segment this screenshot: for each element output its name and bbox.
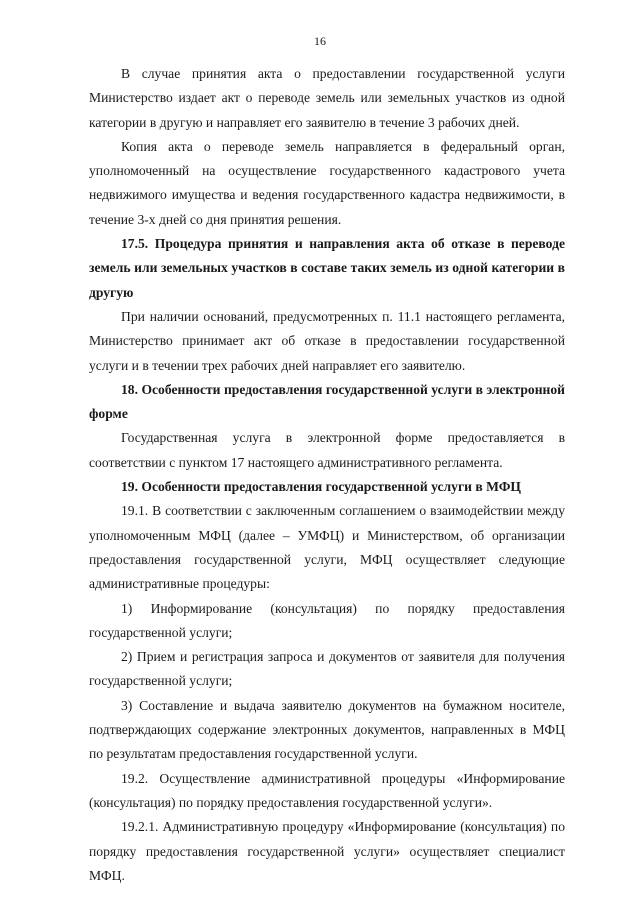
list-item: 1) Информирование (консультация) по порядку предоставления государственной услуги; — [89, 600, 565, 640]
page-number: 16 — [314, 34, 326, 48]
list-item: 3) Составление и выдача заявителю документов на бумажном носителе, подтверждающих содержание электронных документов, направленных в МФЦ по результатам предоставления государственной услуги. — [89, 697, 565, 762]
document-body — [89, 62, 565, 888]
paragraph: Государственная услуга в электронной форме предоставляется в соответствии с пунктом 17 настоящего административного регламента. — [89, 430, 565, 470]
list-item: 2) Прием и регистрация запроса и документов от заявителя для получения государственной услуги; — [89, 649, 565, 689]
paragraph: Копия акта о переводе земель направляется в федеральный орган, уполномоченный на осуществление государственного кадастрового учета недвижимого имущества и ведения государственного кадастра недвижимости, в течение 3-х дней со дня принятия решения. — [89, 138, 565, 227]
paragraph: 19.1. В соответствии с заключенным соглашением о взаимодействии между уполномоченным МФЦ (далее – УМФЦ) и Министерством, об организации предоставления государственной услуги, МФЦ осуществляет следующие административные процедуры: — [89, 503, 565, 592]
paragraph: 19.2. Осуществление административной процедуры «Информирование (консультация) по порядку предоставления государственной услуги». — [89, 770, 565, 810]
paragraph: В случае принятия акта о предоставлении государственной услуги Министерство издает акт о переводе земель или земельных участков из одной категории в другую и направляет его заявителю в течение 3 рабочих дней. — [89, 66, 565, 130]
section-heading: 19. Особенности предоставления государственной услуги в МФЦ — [121, 479, 521, 495]
paragraph: 19.2.1. Административную процедуру «Информирование (консультация) по порядку предоставления государственной услуги» осуществляет специалист МФЦ. — [89, 819, 565, 883]
section-heading: 18. Особенности предоставления государственной услуги в электронной форме — [89, 381, 565, 422]
section-heading: 17.5. Процедура принятия и направления акта об отказе в переводе земель или земельных участков в составе таких земель из одной категории в другую — [89, 236, 565, 300]
paragraph: При наличии оснований, предусмотренных п. 11.1 настоящего регламента, Министерство принимает акт об отказе в предоставлении государственной услуги и в течении трех рабочих дней направляет его заявителю. — [89, 308, 565, 373]
